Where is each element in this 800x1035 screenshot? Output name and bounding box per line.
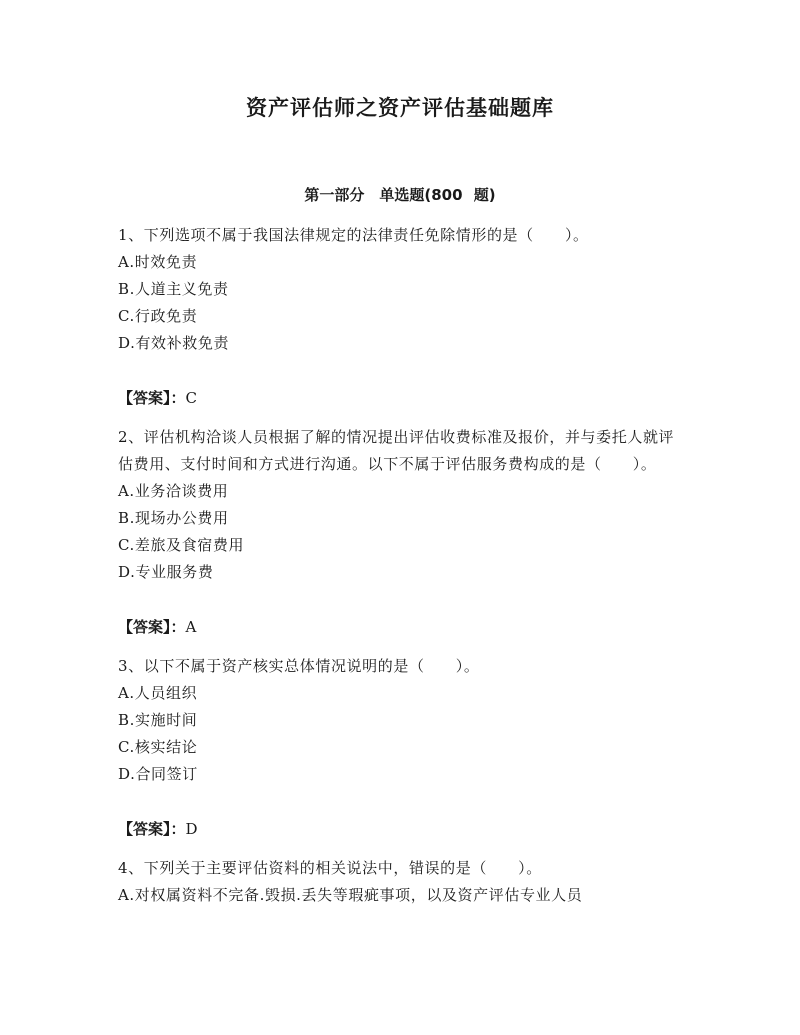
answer-line (118, 614, 683, 641)
document-title: 资产评估师之资产评估基础题库 (246, 96, 554, 120)
question-item (118, 222, 683, 412)
question-item (118, 653, 683, 843)
answer-value: D (185, 820, 199, 838)
question-list (118, 222, 683, 909)
question-stem: 4、下列关于主要评估资料的相关说法中，错误的是（ ）。 (118, 859, 542, 877)
answer-value: C (185, 389, 198, 407)
answer-line (118, 816, 683, 843)
option-c: C.行政免责 (118, 307, 198, 325)
option-a: A.人员组织 (118, 684, 198, 702)
option-a: A.业务洽谈费用 (118, 482, 229, 500)
answer-label: 【答案】： (118, 618, 186, 636)
answer-line (118, 385, 683, 412)
option-a: A.时效免责 (118, 253, 198, 271)
answer-label: 【答案】： (118, 389, 186, 407)
section-title: 第一部分 单选题(800 题) (304, 186, 496, 204)
option-b: B.实施时间 (118, 711, 198, 729)
question-stem: 2、评估机构洽谈人员根据了解的情况提出评估收费标准及报价，并与委托人就评估费用、支付时间和方式进行沟通。以下不属于评估服务费构成的是（ ）。 (118, 428, 675, 473)
question-item (118, 855, 683, 909)
question-stem: 1、下列选项不属于我国法律规定的法律责任免除情形的是（ ）。 (118, 226, 589, 244)
option-b: B.现场办公费用 (118, 509, 229, 527)
option-a: A.对权属资料不完备.毁损.丢失等瑕疵事项，以及资产评估专业人员 (118, 886, 583, 904)
question-stem: 3、以下不属于资产核实总体情况说明的是（ ）。 (118, 657, 480, 675)
answer-value: A (185, 618, 197, 636)
option-c: C.差旅及食宿费用 (118, 536, 245, 554)
option-d: D.合同签订 (118, 765, 198, 783)
option-d: D.专业服务费 (118, 563, 214, 581)
option-d: D.有效补救免责 (118, 334, 230, 352)
question-item (118, 424, 683, 641)
option-c: C.核实结论 (118, 738, 198, 756)
option-b: B.人道主义免责 (118, 280, 229, 298)
answer-label: 【答案】： (118, 820, 186, 838)
